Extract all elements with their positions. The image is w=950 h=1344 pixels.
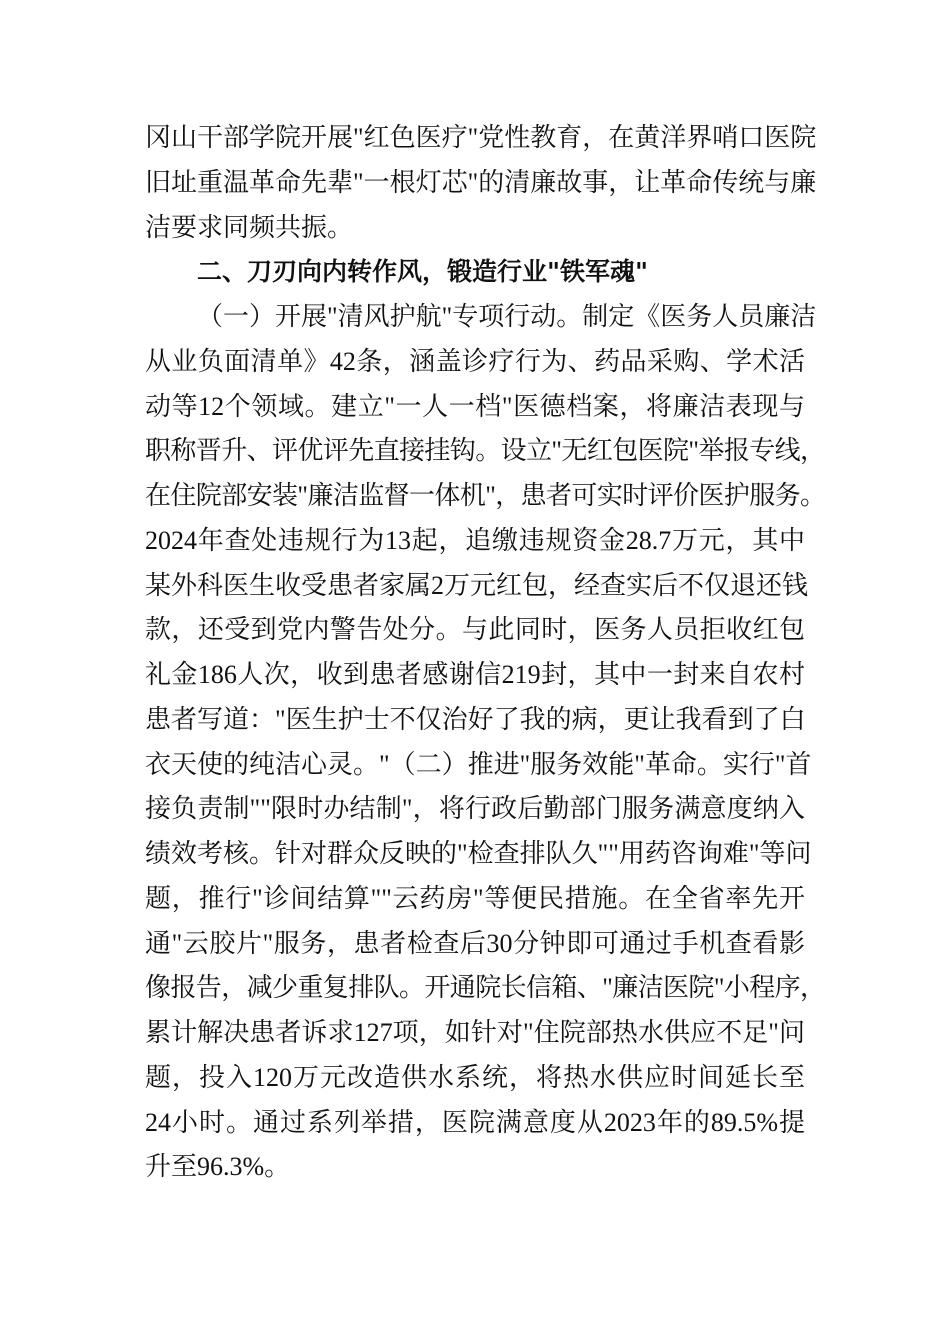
- body-line: 旧址重温革命先辈"一根灯芯"的清廉故事，让革命传统与廉: [145, 167, 817, 197]
- body-line: 衣天使的纯洁心灵。"（二）推进"服务效能"革命。实行"首: [145, 749, 812, 779]
- body-line: 患者写道："医生护士不仅治好了我的病，更让我看到了白: [145, 704, 806, 734]
- body-line: 动等12个领域。建立"一人一档"医德档案，将廉洁表现与: [145, 391, 805, 421]
- body-line: 累计解决患者诉求127项，如针对"住院部热水供应不足"问: [145, 1018, 805, 1047]
- body-line: 题，推行"诊间结算""云药房"等便民措施。在全省率先开: [145, 883, 805, 913]
- body-line: 礼金186人次，收到患者感谢信219封，其中一封来自农村: [145, 660, 805, 689]
- body-line: 某外科医生收受患者家属2万元红包，经查实后不仅退还钱: [145, 570, 809, 600]
- body-line: 洁要求同频共振。: [145, 212, 354, 242]
- body-line: 像报告，减少重复排队。开通院长信箱、"廉洁医院"小程序，: [145, 973, 826, 1003]
- body-line: 款，还受到党内警告处分。与此同时，医务人员拒收红包: [145, 615, 805, 645]
- document-page: [145, 116, 826, 1190]
- section-heading: 二、刀刃向内转作风，锻造行业"铁军魂": [197, 257, 649, 287]
- body-line: 2024年查处违规行为13起，追缴违规资金28.7万元，其中: [145, 525, 805, 555]
- body-line: 题，投入120万元改造供水系统，将热水供应时间延长至: [145, 1062, 805, 1092]
- body-line: 绩效考核。针对群众反映的"检查排队久""用药咨询难"等问: [145, 839, 812, 868]
- body-line: （一）开展"清风护航"专项行动。制定《医务人员廉洁: [197, 302, 817, 331]
- body-line: 24小时。通过系列举措，医院满意度从2023年的89.5%提: [145, 1107, 805, 1137]
- body-line: 接负责制""限时办结制"，将行政后勤部门服务满意度纳入: [145, 794, 805, 824]
- body-line: 冈山干部学院开展"红色医疗"党性教育，在黄洋界哨口医院: [145, 123, 817, 152]
- body-line: 升至96.3%。: [145, 1152, 291, 1182]
- body-line: 在住院部安装"廉洁监督一体机"，患者可实时评价医护服务。: [145, 481, 826, 510]
- body-line: 从业负面清单》42条，涵盖诊疗行为、药品采购、学术活: [145, 346, 805, 376]
- body-line: 职称晋升、评优评先直接挂钩。设立"无红包医院"举报专线，: [145, 436, 826, 466]
- body-line: 通"云胶片"服务，患者检查后30分钟即可通过手机查看影: [145, 928, 805, 958]
